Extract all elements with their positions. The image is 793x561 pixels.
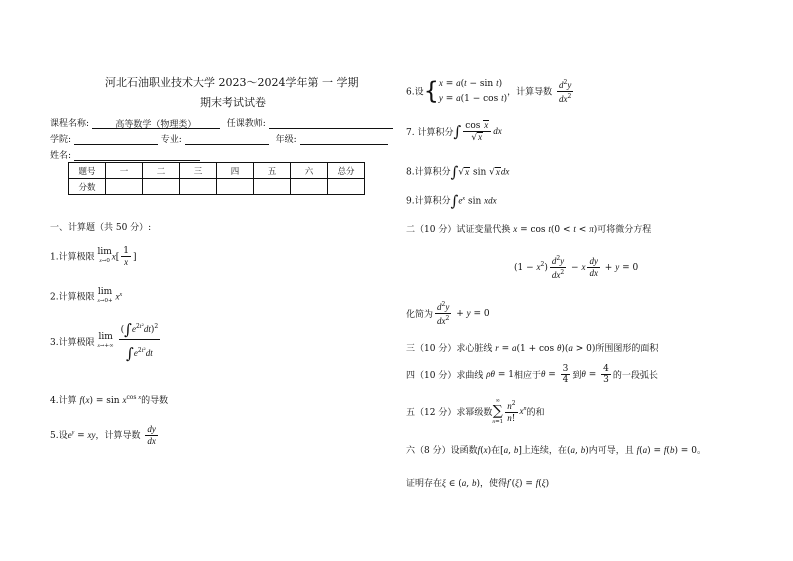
- college-label: 学院:: [50, 135, 72, 145]
- major-field[interactable]: [185, 133, 269, 145]
- s6-end: 。: [696, 446, 706, 456]
- question-7: 7. 计算积分∫ $\frac{\text{cos x}}{√x}$ dx: [406, 120, 502, 143]
- q8-label: 8.计算积分: [406, 167, 451, 178]
- score-cell: 五: [254, 163, 291, 179]
- section-5: 五（12 分）求幂级数 ∞ ∑ n=1 $\frac{n^2}{n!}$ $x^n$的和: [406, 398, 545, 425]
- s6-mid1: 在: [491, 446, 501, 456]
- score-cell: 三: [180, 163, 217, 179]
- score-table: [68, 162, 365, 195]
- s2-simplify-label: 化简为: [406, 310, 434, 320]
- q3-limit: lim x→+∞: [97, 331, 114, 349]
- q9-label: 9.计算积分: [406, 196, 451, 207]
- q1-label: 1.计算极限: [50, 252, 95, 263]
- section-2: 二（10 分）试证变量代换 x = cos t(0 < t < π)可将微分方程: [406, 224, 652, 235]
- q1-fraction: $\frac{1}{x}$: [123, 246, 130, 267]
- s4-tail: 的一段弧长: [612, 371, 658, 381]
- s6-prove-mid: ，使得: [480, 479, 508, 489]
- college-line: [50, 132, 388, 145]
- q4-label: 4.计算: [50, 396, 77, 406]
- q6-mid: ，计算导数: [507, 87, 553, 98]
- score-cell: 六: [291, 163, 328, 179]
- score-input-cell[interactable]: [328, 179, 365, 195]
- q5-label: 5.设: [50, 431, 68, 441]
- score-input-cell[interactable]: [254, 179, 291, 195]
- score-table-header-row: [69, 163, 365, 179]
- score-table-score-row: [69, 179, 365, 195]
- score-input-cell[interactable]: [180, 179, 217, 195]
- score-cell: 题号: [69, 163, 106, 179]
- q6-label: 6.设: [406, 87, 424, 98]
- course-field[interactable]: [92, 117, 220, 129]
- question-6: 6.设{ x = a(t − sin t) y = a(1 − cos t) ，计算导数 $\frac{d^2y}{dx^2}$: [406, 77, 572, 105]
- score-cell: 二: [143, 163, 180, 179]
- score-input-cell[interactable]: [106, 179, 143, 195]
- s6-mid2: 上连续，在: [521, 446, 567, 456]
- score-cell: 总分: [328, 163, 365, 179]
- q4-suffix: 的导数: [141, 396, 169, 406]
- q6-fraction: $\frac{d^2y}{dx^2}$: [559, 78, 572, 104]
- question-3: [50, 318, 162, 365]
- grade-label: 年级:: [275, 135, 297, 145]
- name-label: 姓名:: [50, 151, 72, 161]
- college-field[interactable]: [74, 133, 158, 145]
- name-field[interactable]: [74, 149, 200, 161]
- q6-system: x = a(t − sin t) y = a(1 − cos t): [438, 78, 508, 104]
- question-8: 8.计算积分∫√x sin √xdx: [406, 163, 510, 181]
- score-input-cell[interactable]: [143, 179, 180, 195]
- question-2: 2.计算极限 lim x→0+ $x^x$: [50, 287, 123, 304]
- s6-prove-label: 证明存在: [406, 479, 443, 489]
- section-6: 六（8 分）设函数f(x)在[a, b]上连续，在(a, b)内可导，且 f(a) = f(b) = 0。: [406, 445, 706, 456]
- s4-mid1: 相应于: [513, 371, 541, 381]
- s3-tail: 所围图形的面积: [595, 344, 659, 354]
- section-2-equation: $(1 - x^2)$ $\frac{d^2y}{dx^2}$ − x $\frac{dy}{dx}$ + y = 0: [514, 255, 639, 280]
- s5-sum: ∞ ∑ n=1: [492, 398, 504, 425]
- s4-mid2: 到: [572, 371, 582, 381]
- section1-heading: 一、计算题（共 50 分）:: [50, 223, 152, 233]
- teacher-label: 任课教师:: [226, 119, 266, 129]
- section-3: 三（10 分）求心脏线 r = a(1 + cos θ)(a > 0)所围图形的面积: [406, 343, 659, 354]
- exam-title-line1: 河北石油职业技术大学 2023～2024学年第 一 学期: [105, 76, 359, 89]
- s4-label: 四（10 分）求曲线: [406, 371, 484, 381]
- question-1: 1.计算极限 lim x→0 x[ $\frac{1}{x}$ ]: [50, 246, 137, 267]
- course-line: [50, 116, 393, 129]
- section-2-simplified: 化简为 $\frac{d^2y}{dx^2}$ + y = 0: [406, 301, 490, 326]
- score-input-cell[interactable]: [217, 179, 254, 195]
- q5-mid: ，计算导数: [95, 431, 141, 441]
- question-4: 4.计算 $f(x) = \sin x^{cos x}$的导数: [50, 394, 169, 406]
- s6-label: 六（8 分）设函数: [406, 446, 478, 456]
- q7-fraction: $\frac{\text{cos x}}{√x}$: [463, 120, 491, 143]
- score-row-label: 分数: [69, 179, 106, 195]
- score-cell: 一: [106, 163, 143, 179]
- q5-fraction: $\frac{dy}{dx}$: [147, 424, 156, 446]
- course-label: 课程名称:: [50, 119, 90, 129]
- name-line: [50, 148, 200, 161]
- s5-tail: 的和: [526, 408, 545, 418]
- section-6-prove: 证明存在ξ ∈ (a, b)，使得f′(ξ) = f(ξ): [406, 478, 550, 489]
- course-value: 高等数学（物理类）: [115, 120, 197, 130]
- q3-label: 3.计算极限: [50, 338, 95, 348]
- major-label: 专业:: [160, 135, 182, 145]
- score-cell: 四: [217, 163, 254, 179]
- grade-field[interactable]: [300, 133, 388, 145]
- q1-limit: lim x→0: [97, 247, 112, 264]
- q3-fraction: $\frac{(\int e^{2t^2}dt)^2}{\int e^{2t^2}dt}$: [119, 318, 161, 365]
- score-input-cell[interactable]: [291, 179, 328, 195]
- q2-label: 2.计算极限: [50, 292, 95, 303]
- teacher-field[interactable]: [269, 117, 393, 129]
- question-9: 9.计算积分$\int e^x$ sin xdx: [406, 192, 497, 210]
- s2-tail: 可将微分方程: [597, 225, 652, 235]
- exam-title-line2: 期末考试试卷: [200, 96, 266, 109]
- question-5: 5.设$e^y$ = xy，计算导数 $\frac{dy}{dx}$: [50, 424, 156, 446]
- q7-label: 7. 计算积分: [406, 128, 454, 138]
- s3-label: 三（10 分）求心脏线: [406, 344, 493, 354]
- section-4: 四（10 分）求曲线 ρθ = 1相应于θ = $\frac{3}{4}$ 到θ = $\frac{4}{3}$ 的一段弧长: [406, 364, 658, 385]
- s5-label: 五（12 分）求幂级数: [406, 408, 493, 418]
- s6-mid3: 内可导，且: [588, 446, 634, 456]
- q2-limit: lim x→0+: [97, 287, 113, 304]
- s2-label: 二（10 分）试证变量代换: [406, 225, 511, 235]
